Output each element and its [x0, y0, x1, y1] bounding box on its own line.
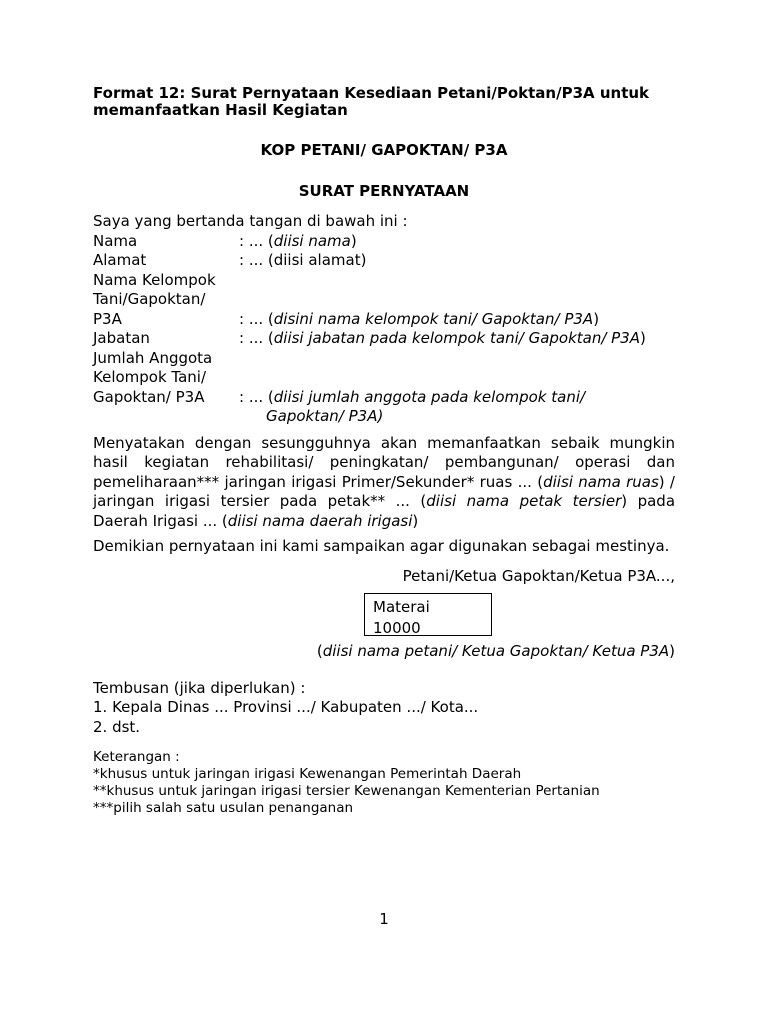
- field-alamat: [93, 251, 675, 271]
- materai-box: [364, 593, 492, 636]
- field-label: Alamat: [93, 251, 147, 269]
- closing-paragraph: Demikian pernyataan ini kami sampaikan agar digunakan sebagai mestinya.: [93, 537, 670, 555]
- field-label: Jabatan: [93, 329, 150, 347]
- field-anggota-continuation: Gapoktan/ P3A): [266, 407, 384, 425]
- field-value: : ... (diisi jumlah anggota pada kelompok tani/: [239, 387, 586, 406]
- statement-paragraph: Menyatakan dengan sesungguhnya akan memanfaatkan sebaik mungkin hasil kegiatan rehabilitasi/ peningkatan/ pembangunan/ operasi dan pemeliharaan*** jaringan irigasi Primer/Sekunder* ruas ... (diisi nama ruas) / jaringan irigasi tersier pada petak** ... (diisi nama petak tersier) pada Daerah Irigasi ... (diisi nama daerah irigasi): [93, 433, 676, 530]
- field-value: : ... (diisi nama): [239, 231, 357, 250]
- field-label: Nama Kelompok Tani/Gapoktan/ P3A: [93, 270, 216, 328]
- signatory-name: (diisi nama petani/ Ketua Gapoktan/ Ketua P3A): [316, 642, 675, 660]
- format-title: Format 12: Surat Pernyataan Kesediaan Petani/Poktan/P3A untuk memanfaatkan Hasil Kegiatan: [93, 84, 650, 119]
- materai-value: 10000: [373, 619, 421, 636]
- field-value: : ... (disini nama kelompok tani/ Gapoktan/ P3A): [239, 309, 600, 328]
- field-value: : ... (diisi jabatan pada kelompok tani/ Gapoktan/ P3A): [239, 329, 646, 347]
- identity-fields: [93, 232, 675, 427]
- keterangan-note: *khusus untuk jaringan irigasi Kewenangan Pemerintah Daerah: [93, 766, 522, 782]
- signature-place: Petani/Ketua Gapoktan/Ketua P3A...,: [402, 566, 675, 585]
- field-value: : ... (diisi alamat): [239, 251, 367, 269]
- field-kelompok: [93, 271, 675, 330]
- field-label: Jumlah Anggota Kelompok Tani/ Gapoktan/ P3A: [93, 348, 213, 406]
- field-anggota: [93, 349, 675, 408]
- tembusan-heading: Tembusan (jika diperlukan) :: [93, 678, 306, 697]
- document-title: SURAT PERNYATAAN: [298, 182, 470, 200]
- tembusan-section: [93, 679, 675, 738]
- intro-text: Saya yang bertanda tangan di bawah ini :: [93, 212, 408, 230]
- page-number: 1: [379, 910, 389, 928]
- kop-heading: KOP PETANI/ GAPOKTAN/ P3A: [260, 141, 508, 159]
- materai-label: Materai: [373, 598, 430, 616]
- field-nama: [93, 232, 675, 252]
- tembusan-item: 1. Kepala Dinas ... Provinsi .../ Kabupaten .../ Kota...: [93, 698, 479, 716]
- keterangan-section: [93, 749, 675, 817]
- document-page: [93, 85, 675, 817]
- field-jabatan: [93, 329, 675, 349]
- keterangan-note: ***pilih salah satu usulan penanganan: [93, 800, 354, 816]
- tembusan-item: 2. dst.: [93, 717, 141, 736]
- keterangan-heading: Keterangan :: [93, 749, 180, 765]
- field-label: Nama: [93, 231, 138, 250]
- keterangan-note: **khusus untuk jaringan irigasi tersier Kewenangan Kementerian Pertanian: [93, 783, 600, 799]
